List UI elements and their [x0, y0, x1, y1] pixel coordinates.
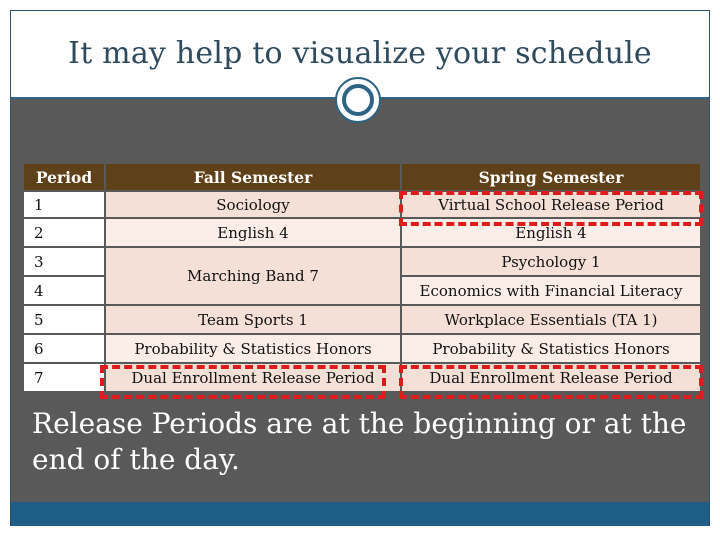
header-spring-semester: Spring Semester — [401, 163, 701, 191]
schedule-table — [22, 162, 702, 393]
period-cell: 3 — [23, 247, 105, 276]
spring-course-cell: Virtual School Release Period — [401, 191, 701, 218]
spring-course-cell: Workplace Essentials (TA 1) — [401, 305, 701, 334]
fall-course-cell: Dual Enrollment Release Period — [105, 363, 401, 392]
fall-course-cell: Sociology — [105, 191, 401, 218]
table-row — [23, 218, 701, 247]
table-row — [23, 191, 701, 218]
period-cell: 4 — [23, 276, 105, 305]
bottom-bar — [11, 502, 709, 526]
release-periods-note: Release Periods are at the beginning or at the end of the day. — [32, 407, 687, 476]
spring-course-cell: English 4 — [401, 218, 701, 247]
header-fall-semester: Fall Semester — [105, 163, 401, 191]
period-cell: 6 — [23, 334, 105, 363]
period-cell: 5 — [23, 305, 105, 334]
fall-course-cell: Team Sports 1 — [105, 305, 401, 334]
table-row — [23, 363, 701, 392]
period-cell: 1 — [23, 191, 105, 218]
ring-icon — [335, 77, 381, 123]
spring-course-cell: Psychology 1 — [401, 247, 701, 276]
spring-course-cell: Probability & Statistics Honors — [401, 334, 701, 363]
fall-course-cell: Marching Band 7 — [105, 247, 401, 305]
fall-course-cell: Probability & Statistics Honors — [105, 334, 401, 363]
spring-course-cell: Economics with Financial Literacy — [401, 276, 701, 305]
period-cell: 7 — [23, 363, 105, 392]
table-row — [23, 334, 701, 363]
header-period: Period — [23, 163, 105, 191]
fall-course-cell: English 4 — [105, 218, 401, 247]
period-cell: 2 — [23, 218, 105, 247]
spring-course-cell: Dual Enrollment Release Period — [401, 363, 701, 392]
table-header-row — [23, 163, 701, 191]
table-row — [23, 247, 701, 276]
slide-title: It may help to visualize your schedule — [68, 36, 652, 71]
table-row — [23, 305, 701, 334]
